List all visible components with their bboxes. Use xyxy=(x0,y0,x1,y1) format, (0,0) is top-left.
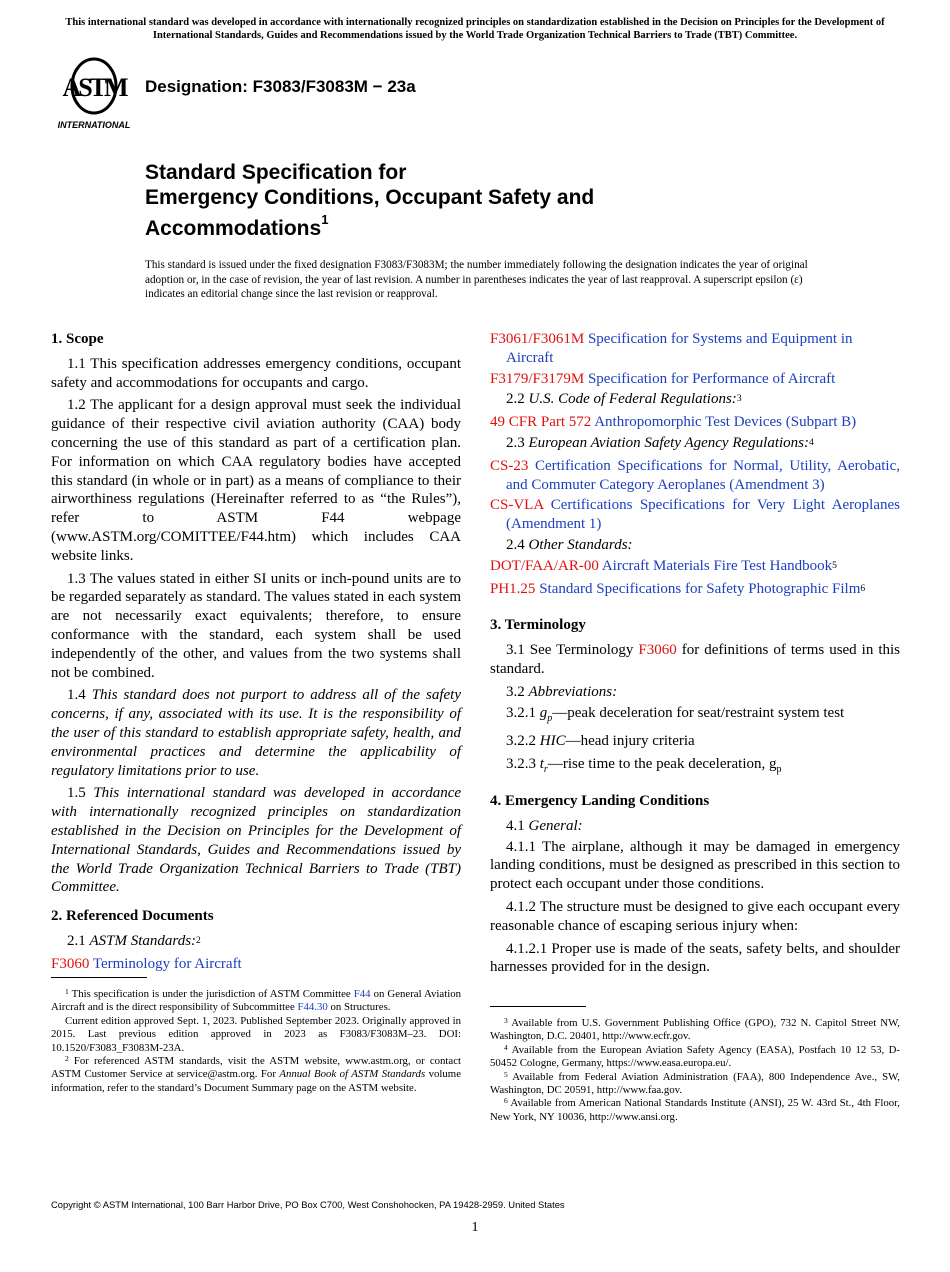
gp-subscript: p xyxy=(776,764,782,776)
para-3-2-1 xyxy=(490,704,900,729)
footnote-6-text: Available from American National Standards Institute (ANSI), 25 W. 43rd St., 4th Floor, New York, NY 10036, http://www.ansi.org. xyxy=(490,1097,900,1123)
para-3-2-text: Abbreviations: xyxy=(528,683,618,700)
ref-code-link[interactable]: PH1.25 xyxy=(490,580,536,597)
footnote-3 xyxy=(490,1017,900,1044)
section-4-heading: 4. Emergency Landing Conditions xyxy=(490,792,710,809)
para-4-1-1: 4.1.1 The airplane, although it may be damaged in emergency landing conditions, must be designed as prescribed in this section to protect each occupant under those conditions. xyxy=(490,838,900,893)
ref-title-link[interactable]: Aircraft Materials Fire Test Handbook xyxy=(601,557,833,574)
symbol-g-subscript: p xyxy=(547,712,553,724)
ref-title-link[interactable]: Standard Specifications for Safety Photographic Film xyxy=(539,580,861,597)
ref-code-link[interactable]: CS-VLA xyxy=(490,497,544,514)
ref-item[interactable] xyxy=(490,413,900,432)
footnote-4-text: Available from the European Aviation Safety Agency (EASA), Postfach 10 12 53, D-50452 Cologne, Germany, https://www.easa.europa.eu/. xyxy=(490,1043,900,1070)
symbol-t-subscript: r xyxy=(543,764,548,776)
ref-code-link[interactable]: 49 CFR Part 572 xyxy=(490,414,592,431)
ref-title-link[interactable]: Terminology for Aircraft xyxy=(92,955,242,972)
para-3-2-3-num: 3.2.3 xyxy=(506,756,536,773)
section-2-heading: 2. Referenced Documents xyxy=(51,908,214,925)
para-3-2-2-num: 3.2.2 xyxy=(506,733,536,750)
ref-title-link[interactable]: Certification Specifications for Normal, Utility, Aerobatic, and Commuter Category Aeroplanes (Amendment 3) xyxy=(506,457,900,493)
section-1-heading: 1. Scope xyxy=(51,331,104,347)
footnote-6-mark: 6 xyxy=(504,1096,508,1106)
footnote-1-edition: Current edition approved Sept. 1, 2023. Published September 2023. Originally approved in 2015. Last previous edition approved in 2023 as F3083/F3083M–23. DOI: 10.1520/F3083_F3083M-23A. xyxy=(51,1014,461,1054)
committee-f44-link[interactable]: F44 xyxy=(353,988,371,1000)
ref-item[interactable] xyxy=(490,370,900,389)
para-2-2-text: U.S. Code of Federal Regulations: xyxy=(528,391,737,408)
footnote-6 xyxy=(490,1097,900,1124)
para-4-1-text: General: xyxy=(528,817,583,834)
para-4-1-2: 4.1.2 The structure must be designed to give each occupant every reasonable chance of escaping serious injury when: xyxy=(490,898,900,934)
footnote-mark-5: 5 xyxy=(832,560,837,571)
title-line-3-text: Accommodations xyxy=(145,217,322,240)
para-3-2-1-num: 3.2.1 xyxy=(506,704,536,721)
para-1-5 xyxy=(51,784,461,897)
footnote-4-mark: 4 xyxy=(504,1042,508,1052)
svg-text:INTERNATIONAL: INTERNATIONAL xyxy=(57,120,131,130)
ref-title-link[interactable]: Certifications Specifications for Very Light Aeroplanes (Amendment 1) xyxy=(506,497,900,533)
footnote-mark-6: 6 xyxy=(860,583,866,594)
footnote-1-mark: 1 xyxy=(65,987,69,996)
title-line-1: Standard Specification for xyxy=(145,161,407,184)
para-1-1: 1.1 This specification addresses emergency conditions, occupant safety and accommodations for occupants and cargo. xyxy=(51,355,461,391)
copyright-line: Copyright © ASTM International, 100 Barr Harbor Drive, PO Box C700, West Conshohocken, PA 19428-2959. United States xyxy=(51,1199,565,1210)
footnote-mark-3: 3 xyxy=(736,394,742,405)
symbol-g: g xyxy=(539,704,548,721)
para-4-1 xyxy=(490,817,900,836)
footnote-mark-2: 2 xyxy=(196,935,201,946)
footnote-1-text-c: on Structures. xyxy=(330,1001,391,1014)
footnotes-right xyxy=(490,1017,900,1124)
para-2-1-num: 2.1 xyxy=(67,932,86,949)
ref-item[interactable] xyxy=(490,557,900,578)
para-2-3-text: European Aviation Safety Agency Regulations: xyxy=(528,434,809,451)
designation: Designation: F3083/F3083M − 23a xyxy=(145,77,416,96)
ref-item[interactable] xyxy=(51,955,461,974)
footnote-3-text: Available from U.S. Government Publishing Office (GPO), 732 N. Capitol Street NW, Washington, D.C. 20401, http://www.ecfr.gov. xyxy=(490,1017,900,1043)
title-line-3 xyxy=(145,210,845,241)
para-2-3 xyxy=(490,434,900,455)
footnotes-left xyxy=(51,988,461,1095)
ref-code-link[interactable]: F3179/F3179M xyxy=(490,370,585,387)
ref-code-link[interactable]: F3060 xyxy=(51,955,90,972)
footnote-5-mark: 5 xyxy=(504,1069,508,1079)
para-3-2-3 xyxy=(490,755,900,780)
footnote-2-mark: 2 xyxy=(65,1054,69,1064)
para-2-2-num: 2.2 xyxy=(506,391,525,408)
para-3-1 xyxy=(490,641,900,679)
ref-title-link[interactable]: Specification for Systems and Equipment in Aircraft xyxy=(506,331,853,366)
para-1-5-text: This international standard was developed in accordance with internationally recognized principles on standardization established in the Decision on Principles for the Development of International Standards, Guides and Recommendations issued by the World Trade Organization Technical Barriers to Trade (TBT) Committee. xyxy=(51,785,462,896)
para-2-2 xyxy=(490,390,900,411)
para-2-1-text: ASTM Standards: xyxy=(89,932,197,949)
para-3-2-1-text: —peak deceleration for seat/restraint system test xyxy=(552,704,845,721)
ref-item[interactable] xyxy=(490,580,900,601)
para-1-3: 1.3 The values stated in either SI units or inch-pound units are to be regarded separately as standard. The values stated in each system are not necessarily exact equivalents; therefore, to ensure conformance with the standard, each system shall be used independently of the other, and values from the two systems shall not be combined. xyxy=(51,570,461,681)
ref-title-link[interactable]: Specification for Performance of Aircraft xyxy=(587,370,836,387)
footnote-4 xyxy=(490,1044,900,1071)
para-2-1 xyxy=(51,932,461,953)
para-3-2-num: 3.2 xyxy=(506,683,525,700)
para-1-4-text: This standard does not purport to address all of the safety concerns, if any, associated with its use. It is the responsibility of the user of this standard to establish appropriate safety, health, and environmental practices and determine the applicability of regulatory limitations prior to use. xyxy=(51,687,462,779)
ref-item[interactable] xyxy=(490,457,900,495)
para-4-1-num: 4.1 xyxy=(506,817,525,834)
para-2-4-num: 2.4 xyxy=(506,536,525,553)
footnote-5-text: Available from Federal Aviation Administration (FAA), 800 Independence Ave., SW, Washington, DC 20591, http://www.faa.gov. xyxy=(490,1070,900,1097)
title-footnote-mark: 1 xyxy=(321,212,329,227)
footnote-5 xyxy=(490,1071,900,1098)
astm-logo xyxy=(53,56,135,132)
para-1-4-num: 1.4 xyxy=(67,687,86,704)
title-line-2: Emergency Conditions, Occupant Safety and xyxy=(145,186,595,209)
para-3-1-pre: 3.1 See Terminology xyxy=(506,642,634,659)
footnote-3-mark: 3 xyxy=(504,1016,508,1025)
top-notice: This international standard was developed in accordance with internationally recognized principles on standardization established in the Decision on Principles for the Development of International Standards, Guides and Recommendations issued by the World Trade Organization Technical Barriers to Trade (TBT) Committee. xyxy=(65,17,885,41)
document-title xyxy=(145,160,845,241)
para-2-4-text: Other Standards: xyxy=(528,536,633,553)
ref-title-link[interactable]: Anthropomorphic Test Devices (Subpart B) xyxy=(594,414,857,431)
para-4-1-2-1: 4.1.2.1 Proper use is made of the seats, safety belts, and shoulder harnesses provided for in the design. xyxy=(490,940,900,976)
svg-text:ASTM: ASTM xyxy=(62,73,126,102)
ref-item[interactable] xyxy=(490,330,900,368)
footnote-rule-right xyxy=(490,1006,586,1007)
symbol-t: t xyxy=(539,756,544,773)
para-3-2-3-text: —rise time to the peak deceleration, g xyxy=(547,756,777,773)
symbol-hic: HIC xyxy=(539,733,566,750)
terminology-f3060-link[interactable]: F3060 xyxy=(638,642,677,659)
footnote-2-text-b: volume information, refer to the standard’s Document Summary page on the ASTM website. xyxy=(51,1068,461,1094)
ref-code-link[interactable]: F3061/F3061M xyxy=(490,331,585,347)
para-2-3-num: 2.3 xyxy=(506,434,525,451)
para-2-4 xyxy=(490,536,900,555)
page-number: 1 xyxy=(471,1220,479,1235)
ref-code-link[interactable]: DOT/FAA/AR-00 xyxy=(490,557,599,574)
issued-note: This standard is issued under the fixed designation F3083/F3083M; the number immediately following the designation indicates the year of original adoption or, in the case of revision, the year of last revision. A number in parentheses indicates the year of last reapproval. A superscript epsilon (ε) indicates an editorial change since the last revision or reapproval. xyxy=(145,259,808,301)
footnote-1-text-b: on General Aviation Aircraft and is the direct responsibility of Subcommittee xyxy=(51,988,462,1014)
footnote-2-italic: Annual Book of ASTM Standards xyxy=(279,1068,426,1081)
footnote-2-text-a: For referenced ASTM standards, visit the ASTM website, www.astm.org, or contact ASTM Customer Service at service@astm.org. For xyxy=(51,1055,461,1081)
para-3-1-post: for definitions of terms used in this standard. xyxy=(490,642,901,677)
footnote-1-text-a: This specification is under the jurisdiction of ASTM Committee xyxy=(71,988,351,1000)
footnote-1 xyxy=(51,988,461,1015)
footnote-mark-4: 4 xyxy=(809,437,814,448)
footnote-rule-left xyxy=(51,977,147,978)
section-3-heading: 3. Terminology xyxy=(490,617,586,634)
footnote-2 xyxy=(51,1055,461,1095)
para-1-4 xyxy=(51,686,461,780)
ref-code-link[interactable]: CS-23 xyxy=(490,457,529,474)
para-3-2-2 xyxy=(490,732,900,751)
para-1-2: 1.2 The applicant for a design approval must seek the individual guidance of their respective civil aviation authority (CAA) body concerning the use of this standard as part of a certification plan. For information on which CAA regulatory bodies have accepted this standard (in whole or in part) as a means of compliance to their airworthiness regulations (Hereinafter referred to as “the Rules”), refer to ASTM F44 webpage (www.ASTM.org/COMITTEE/F44.htm) which includes CAA website links. xyxy=(51,397,461,564)
para-3-2-2-text: —head injury criteria xyxy=(565,733,695,750)
left-column xyxy=(51,330,461,976)
para-1-5-num: 1.5 xyxy=(67,785,86,802)
ref-item[interactable] xyxy=(490,496,900,534)
para-3-2 xyxy=(490,683,900,702)
right-column xyxy=(490,330,900,981)
subcommittee-f44-30-link[interactable]: F44.30 xyxy=(297,1001,328,1014)
